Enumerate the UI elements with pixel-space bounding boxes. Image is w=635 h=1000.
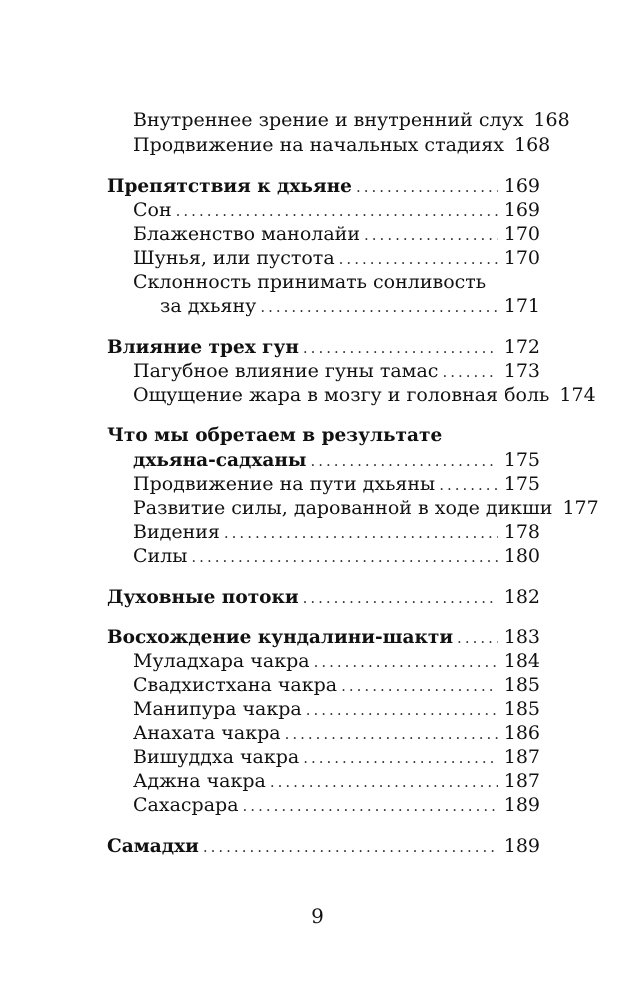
leader-dots — [285, 722, 498, 746]
toc-entry-page: 175 — [503, 449, 540, 471]
toc-entry-page: 184 — [503, 650, 540, 672]
leader-dots — [364, 223, 498, 247]
toc-section-title: Препятствия к дхьяне — [107, 176, 352, 197]
toc-section-obstacles[interactable] — [107, 174, 540, 199]
leader-dots — [260, 295, 497, 319]
toc-section-gains-first-line: Что мы обретаем в результате — [107, 425, 443, 446]
toc-entry-powers[interactable] — [133, 544, 540, 569]
toc-entry-page: 170 — [503, 247, 540, 269]
toc-entry-page: 175 — [503, 473, 540, 495]
toc-entry-muladhara[interactable] — [133, 649, 540, 674]
toc-entry-title: Продвижение на пути дхьяны — [133, 473, 436, 495]
toc-entry-ajna[interactable] — [133, 769, 540, 794]
toc-section-title: Восхождение кундалини-шакти — [107, 627, 454, 648]
toc-entry-page: 178 — [503, 521, 540, 543]
leader-dots — [339, 247, 498, 271]
toc-section-kundalini[interactable] — [107, 625, 540, 650]
leader-dots — [306, 698, 498, 722]
toc-entry-title: Анахата чакра — [133, 722, 281, 744]
toc-entry-svadhisthana[interactable] — [133, 673, 540, 698]
leader-dots — [191, 545, 497, 569]
toc-section-title: Духовные потоки — [107, 587, 299, 608]
toc-entry-page: 174 — [559, 384, 596, 406]
toc-entry-page: 171 — [503, 295, 540, 317]
toc-entry-page: 177 — [562, 497, 599, 519]
leader-dots — [439, 473, 498, 497]
toc-entry-title: Блаженство манолайи — [133, 223, 361, 245]
toc-entry-page: 185 — [503, 698, 540, 720]
toc-entry-page: 169 — [503, 199, 540, 221]
toc-section-title: дхьяна-садханы — [133, 450, 307, 471]
toc-section-currents[interactable] — [107, 585, 540, 610]
toc-entry-anahata[interactable] — [133, 721, 540, 746]
leader-dots — [314, 650, 498, 674]
toc-entry-manolaya[interactable] — [133, 222, 540, 247]
toc-entry-page: 168 — [513, 134, 551, 156]
toc-entry-page: 189 — [503, 835, 540, 857]
toc-entry-title: Муладхара чакра — [133, 650, 310, 672]
toc-entry-title: Сон — [133, 199, 172, 221]
toc-entry-shunya[interactable] — [133, 246, 540, 271]
toc-entry-page: 187 — [503, 746, 540, 768]
toc-entry-diksha[interactable] — [133, 496, 599, 521]
toc-entry-title: Видения — [133, 521, 220, 543]
toc-entry-visions[interactable] — [133, 520, 540, 545]
toc-section-gains[interactable] — [133, 448, 540, 473]
toc-entry-drowsiness[interactable] — [160, 294, 540, 319]
toc-entry-title: Вишуддха чакра — [133, 746, 300, 768]
toc-entry-title: Сахасрара — [133, 794, 239, 816]
toc-entry-page: 168 — [533, 109, 570, 131]
toc-entry-title: Манипура чакра — [133, 698, 302, 720]
toc-entry-title: Пагубное влияние гуны тамас — [133, 360, 439, 382]
leader-dots — [303, 586, 498, 610]
leader-dots — [303, 746, 498, 770]
toc-entry-page: 185 — [503, 674, 540, 696]
toc-entry-page: 180 — [503, 545, 540, 567]
leader-dots — [310, 449, 497, 473]
toc-entry-page: 172 — [503, 336, 540, 358]
toc-section-gunas[interactable] — [107, 335, 540, 360]
toc-section-samadhi[interactable] — [107, 834, 540, 859]
toc-entry-vishuddha[interactable] — [133, 745, 540, 770]
leader-dots — [224, 521, 498, 545]
toc-entry-title: за дхьяну — [160, 295, 257, 317]
toc-entry-title: Свадхистхана чакра — [133, 674, 338, 696]
toc-section-title: Влияние трех гун — [107, 337, 299, 358]
page-number: 9 — [311, 904, 324, 928]
toc-entry-title: Развитие силы, дарованной в ходе дикши — [133, 497, 553, 519]
toc-entry-title: Продвижение на начальных стадиях — [133, 134, 504, 156]
leader-dots — [341, 674, 498, 698]
toc-entry-title: Шунья, или пустота — [133, 247, 335, 269]
toc-entry-path[interactable] — [133, 472, 540, 497]
leader-dots — [457, 626, 498, 650]
leader-dots — [270, 770, 498, 794]
leader-dots — [243, 794, 498, 818]
toc-entry-page: 182 — [503, 586, 540, 608]
toc-section-title: Самадхи — [107, 836, 199, 857]
toc-entry-title: Ощущение жара в мозгу и головная боль — [133, 384, 550, 406]
toc-entry-drowsiness-first-line: Склонность принимать сонливость — [133, 271, 487, 293]
toc-entry-title: Силы — [133, 545, 188, 567]
leader-dots — [176, 199, 498, 223]
leader-dots — [442, 360, 497, 384]
toc-entry-manipura[interactable] — [133, 697, 540, 722]
toc-entry-early-stages[interactable] — [133, 133, 551, 158]
toc-entry-sahasrara[interactable] — [133, 793, 540, 818]
toc-entry-page: 186 — [503, 722, 540, 744]
toc-entry-page: 170 — [503, 223, 540, 245]
toc-entry-inner-vision[interactable] — [133, 108, 570, 133]
leader-dots — [356, 175, 498, 199]
toc-entry-heat[interactable] — [133, 383, 596, 408]
leader-dots — [303, 336, 498, 360]
toc-entry-title: Аджна чакра — [133, 770, 266, 792]
leader-dots — [203, 835, 498, 859]
toc-entry-sleep[interactable] — [133, 198, 540, 223]
toc-entry-page: 169 — [503, 175, 540, 197]
toc-entry-page: 189 — [503, 794, 540, 816]
toc-entry-page: 173 — [503, 360, 540, 382]
toc-entry-page: 183 — [503, 626, 540, 648]
toc-entry-title: Внутреннее зрение и внутренний слух — [133, 109, 524, 131]
toc-entry-tamas[interactable] — [133, 359, 540, 384]
toc-entry-page: 187 — [503, 770, 540, 792]
